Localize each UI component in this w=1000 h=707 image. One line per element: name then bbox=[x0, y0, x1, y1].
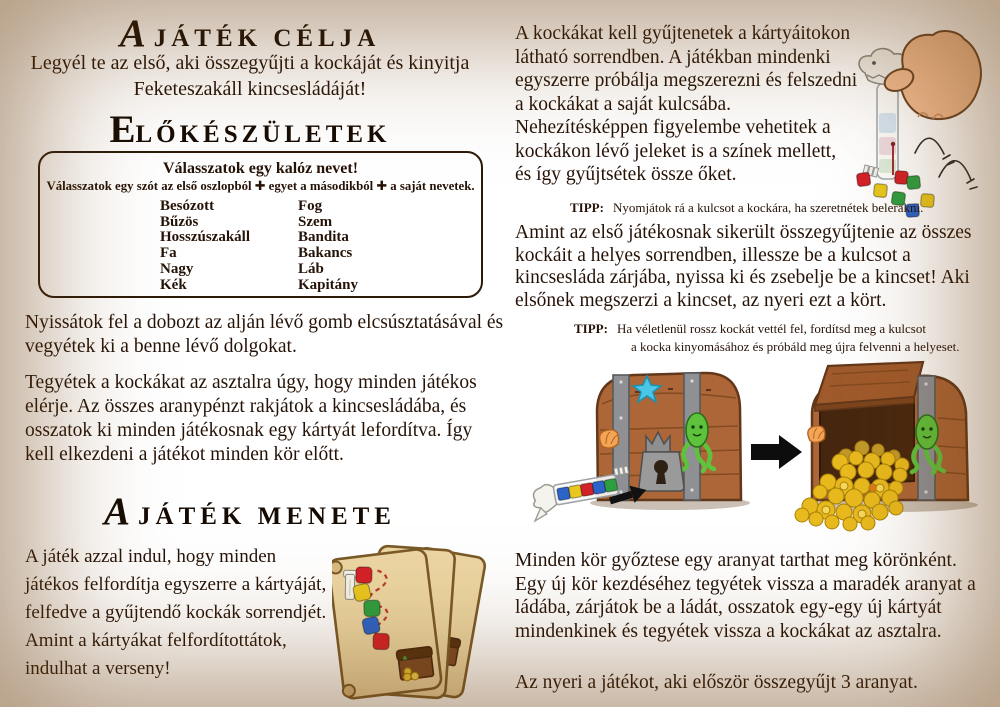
text-line: Legyél te az első, aki összegyűjti a kockáját és kinyitja bbox=[30, 52, 470, 74]
setup-heading-initial: E bbox=[109, 108, 136, 151]
pirate-name: Bűzös bbox=[160, 213, 199, 230]
pirate-name-columns bbox=[40, 199, 481, 293]
die-red bbox=[373, 633, 389, 649]
text-line: egyszerre próbálja megszerezni és felszedni bbox=[515, 70, 858, 91]
text-line: kockákon lévő jeleket is a színek mellett, bbox=[515, 140, 837, 162]
pirate-name-column-1 bbox=[160, 199, 298, 293]
text-line: Nyissátok fel a dobozt az alján lévő gomb elcsúsztatásával és bbox=[25, 312, 504, 333]
die-yellow bbox=[873, 183, 887, 197]
tip-label: TIPP: bbox=[570, 200, 604, 215]
goal-intro bbox=[0, 50, 500, 102]
pirate-name: Kék bbox=[160, 276, 187, 293]
shell-icon bbox=[808, 426, 825, 442]
tip-label: TIPP: bbox=[574, 321, 608, 336]
goal-heading-initial: A bbox=[119, 12, 146, 55]
pirate-name: Besózott bbox=[160, 198, 215, 214]
open-chest bbox=[795, 362, 978, 531]
pirate-name: Láb bbox=[298, 260, 324, 277]
open-box-paragraph bbox=[25, 311, 503, 359]
flow-heading-initial: A bbox=[104, 490, 131, 533]
text-line: elsőnek megszerzi a kincset, az nyeri ezt a kört. bbox=[515, 289, 887, 311]
pirate-name: Fog bbox=[298, 198, 323, 214]
die-blue bbox=[362, 616, 381, 635]
pirate-name: Kapitány bbox=[298, 276, 359, 293]
scroll-curl bbox=[332, 561, 342, 574]
die-green bbox=[906, 175, 920, 189]
pirate-name-column-2 bbox=[298, 199, 436, 293]
transition-arrow-icon bbox=[751, 435, 802, 469]
text-line: vegyétek ki a benne lévő dolgokat. bbox=[25, 336, 297, 357]
pirate-name: Bakancs bbox=[298, 245, 353, 262]
text-line: kell elkezdeni a játékot minden kör előtt. bbox=[25, 444, 344, 465]
flow-heading-rest: JÁTÉK MENETE bbox=[138, 503, 396, 530]
text-line: A játék azzal indul, hogy minden bbox=[25, 546, 277, 567]
tip-1 bbox=[570, 199, 923, 217]
key-tube bbox=[863, 83, 898, 179]
treasure-chest-icon bbox=[396, 646, 435, 681]
hand-key-dice-illustration bbox=[843, 25, 995, 221]
die-red bbox=[356, 567, 372, 583]
text-line: a kocka kinyomásához és próbáld meg újra felvenni a helyeset. bbox=[630, 338, 960, 354]
text-line: Nehezítésképpen figyelembe vehetitek a bbox=[515, 117, 831, 138]
text-line: A kockákat kell gyűjtenetek a kártyáitokon bbox=[515, 23, 851, 44]
open-lid bbox=[815, 362, 923, 411]
text-line: Ha véletlenül rossz kockát vettél fel, fordítsd meg a kulcsot bbox=[616, 321, 926, 336]
pirate-name: Nagy bbox=[160, 260, 194, 277]
text-line: látható sorrendben. A játékban mindenki bbox=[515, 46, 831, 68]
die-red bbox=[895, 171, 909, 185]
new-round-paragraph bbox=[515, 549, 976, 643]
collect-paragraph bbox=[515, 22, 857, 187]
text-line: ládába, zárjátok be a ládát, osszatok egy-egy új kártyát bbox=[515, 597, 942, 618]
text-line: osszatok ki minden játékosnak egy kártyát lefordítva. Így bbox=[25, 420, 473, 441]
text-line: felfedve a gyűjtendő kockák sorrendjét. bbox=[25, 602, 327, 623]
text-line: Feketeszakáll kincsesládáját! bbox=[133, 78, 367, 100]
text-line: és így gyűjtsétek össze őket. bbox=[515, 164, 737, 185]
setup-heading-rest: LŐKÉSZÜLETEK bbox=[135, 121, 391, 148]
flow-heading bbox=[0, 492, 500, 531]
goal-heading-rest: JÁTÉK CÉLJA bbox=[153, 25, 381, 52]
text-line: indulhat a verseny! bbox=[25, 658, 171, 679]
text-line: Egy új kör kezdéséhez tegyétek vissza a maradék aranyat a bbox=[515, 573, 976, 595]
text-line: a kockákat a saját kulcsába. bbox=[515, 93, 732, 115]
die-yellow bbox=[352, 583, 371, 602]
text-line: Amint az első játékosnak sikerült összegyűjtenie az összes bbox=[515, 222, 972, 243]
table-setup-paragraph bbox=[25, 371, 477, 467]
text-line: Tegyétek a kockákat az asztalra úgy, hogy minden játékos bbox=[25, 372, 477, 393]
bounce-arcs bbox=[915, 138, 977, 189]
tip-text bbox=[617, 320, 960, 355]
pirate-name-box-title: Válasszatok egy kalóz nevet! bbox=[162, 160, 359, 177]
text-line: Minden kör győztese egy aranyat tarthat meg körönként. bbox=[515, 550, 957, 571]
pirate-name-box bbox=[38, 151, 483, 298]
tip-text: Nyomjátok rá a kulcsot a kockára, ha szeretnétek belerakni. bbox=[612, 200, 924, 215]
sequence-cards-illustration bbox=[332, 540, 486, 706]
treasure-chest-illustration bbox=[510, 360, 995, 546]
shell-icon bbox=[600, 430, 619, 448]
goal-heading bbox=[0, 14, 500, 53]
die-red bbox=[856, 172, 871, 187]
text-line: elérje. Az összes aranypénzt rakjátok a kincsesládába, és bbox=[25, 396, 467, 417]
scroll-curl bbox=[342, 684, 355, 697]
pirate-name: Bandita bbox=[298, 229, 349, 246]
text-line: játékos felfordítja egyszerre a kártyáját, bbox=[25, 574, 327, 595]
text-line: kincsesláda zárjába, nyissa ki és zsebelje be a kincset! Aki bbox=[515, 267, 970, 288]
tip-2 bbox=[574, 320, 959, 355]
pirate-name: Szem bbox=[298, 213, 333, 230]
win-round-paragraph bbox=[515, 222, 972, 312]
text-line: mindenkinek és tegyétek vissza a kockákat az asztalra. bbox=[515, 620, 942, 642]
pirate-name-box-subtitle: Válasszatok egy szót az első oszlopból ✚ egyet a másodikból ✚ a saját nevetek. bbox=[46, 179, 475, 193]
text-line: kockáit a helyes sorrendben, illessze be a kulcsot a bbox=[515, 244, 911, 266]
text-line: Amint a kártyákat felfordítottátok, bbox=[25, 630, 287, 651]
scroll-card-front bbox=[332, 548, 442, 699]
key-with-dice bbox=[528, 466, 634, 521]
win-game-line: Az nyeri a játékot, aki először összegyűjt 3 aranyat. bbox=[515, 672, 918, 693]
setup-heading bbox=[0, 110, 500, 149]
die-green bbox=[364, 600, 381, 617]
pirate-name: Fa bbox=[160, 245, 177, 262]
pirate-name: Hosszúszakáll bbox=[160, 229, 251, 246]
flow-paragraph bbox=[25, 543, 326, 683]
die-green bbox=[604, 478, 618, 492]
